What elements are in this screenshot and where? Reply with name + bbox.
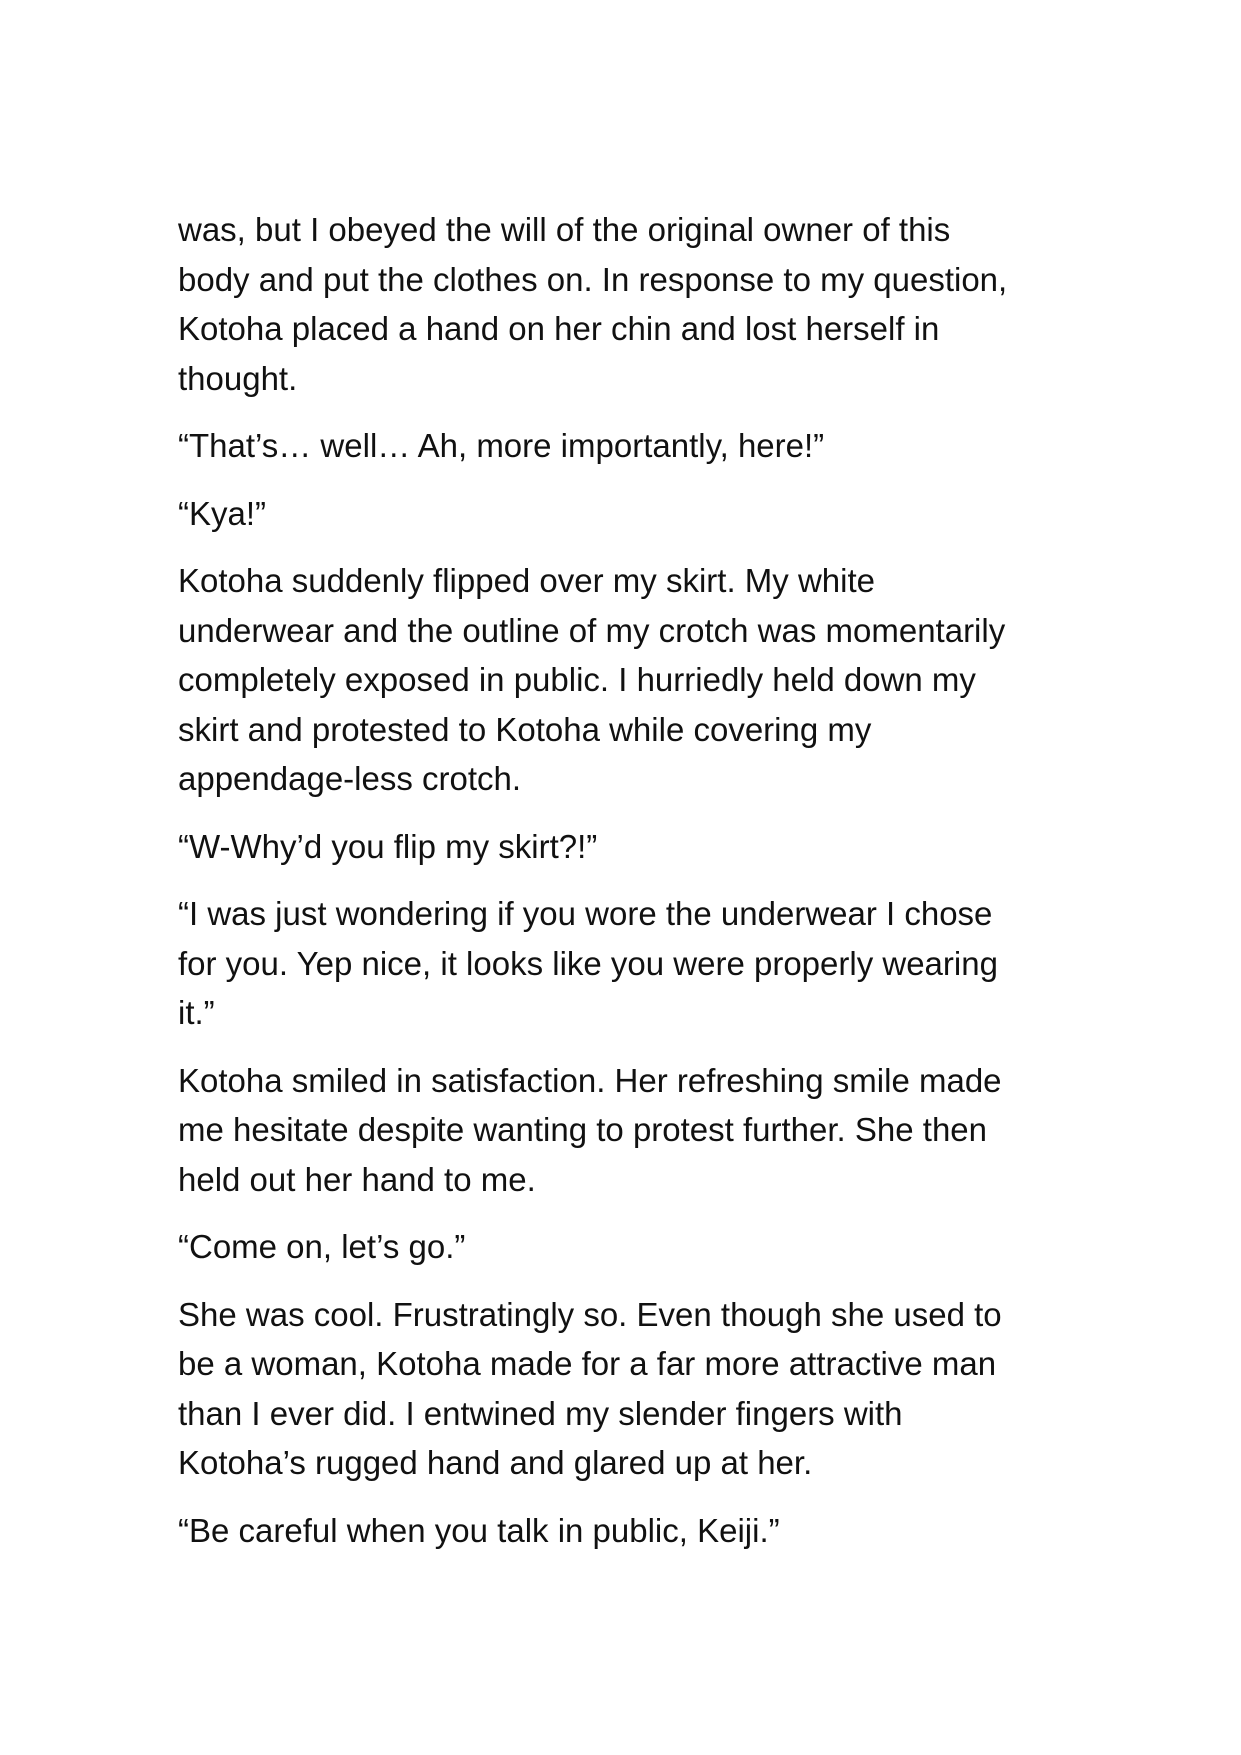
- paragraph: “That’s… well… Ah, more importantly, here!”: [178, 427, 825, 464]
- paragraph: “Come on, let’s go.”: [178, 1228, 466, 1265]
- paragraph: “I was just wondering if you wore the underwear I chose for you. Yep nice, it looks like you were properly wearing it.”: [178, 895, 998, 1031]
- body-text: [178, 205, 1078, 1573]
- paragraph: Kotoha smiled in satisfaction. Her refreshing smile made me hesitate despite wanting to protest further. She then held out her hand to me.: [178, 1061, 1002, 1198]
- paragraph: Kotoha suddenly flipped over my skirt. My white underwear and the outline of my crotch was momentarily completely exposed in public. I hurriedly held down my skirt and protested to Kotoha while covering my appendage-less crotch.: [178, 562, 1006, 797]
- paragraph: She was cool. Frustratingly so. Even though she used to be a woman, Kotoha made for a far more attractive man than I ever did. I entwined my slender fingers with Kotoha’s rugged hand and glared up at her.: [178, 1295, 1002, 1481]
- paragraph: “Be careful when you talk in public, Keiji.”: [178, 1511, 780, 1549]
- paragraph: “Kya!”: [178, 494, 267, 532]
- paragraph: was, but I obeyed the will of the original owner of this body and put the clothes on. In response to my question, Kotoha placed a hand on her chin and lost herself in thought.: [178, 211, 1008, 397]
- paragraph: “W-Why’d you flip my skirt?!”: [178, 827, 598, 865]
